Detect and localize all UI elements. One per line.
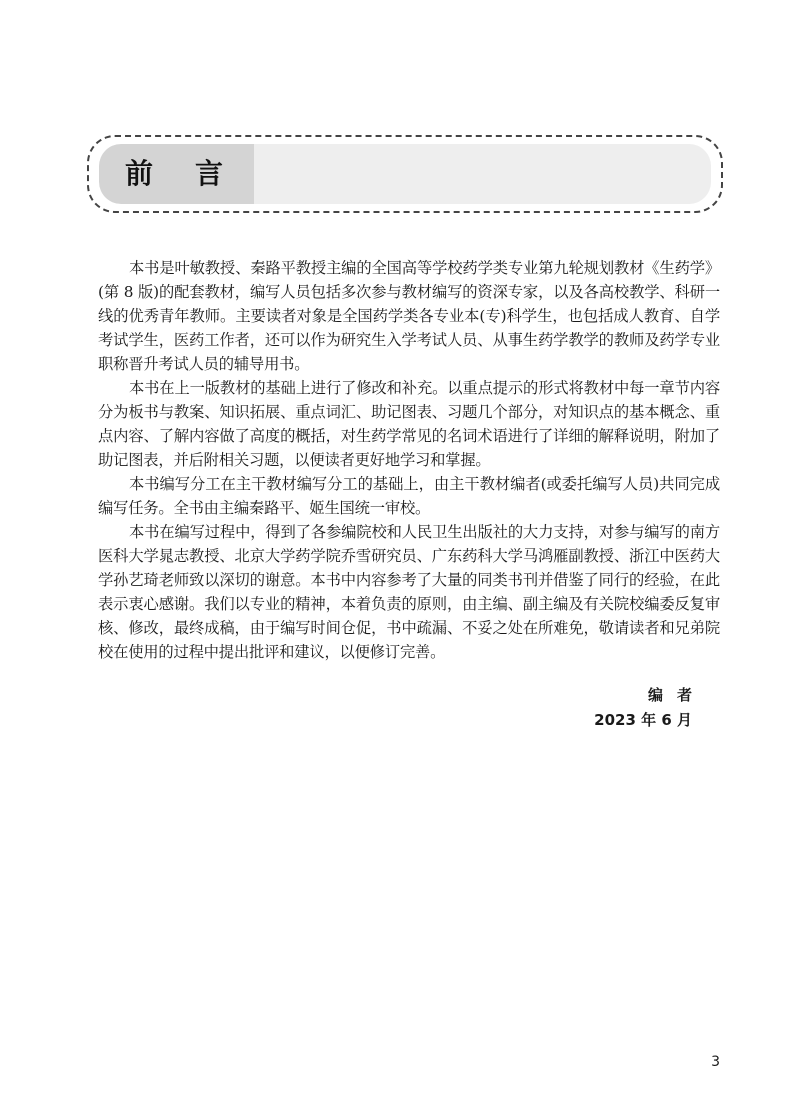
signature-block — [560, 683, 706, 733]
heading-bar — [99, 144, 711, 204]
heading-tab — [99, 144, 266, 204]
paragraph-2: 本书在上一版教材的基础上进行了修改和补充。以重点提示的形式将教材中每一章节内容分为板书与教案、知识拓展、重点词汇、助记图表、习题几个部分，对知识点的基本概念、重点内容、了解内容做了高度的概括，对生药学常见的名词术语进行了详细的解释说明，附加了助记图表，并后附相关习题，以便读者更好地学习和掌握。 — [98, 379, 720, 469]
paragraph-4: 本书在编写过程中，得到了各参编院校和人民卫生出版社的大力支持，对参与编写的南方医科大学晁志教授、北京大学药学院乔雪研究员、广东药科大学马鸿雁副教授、浙江中医药大学孙艺琦老师致以深切的谢意。本书中内容参考了大量的同类书刊并借鉴了同行的经验，在此表示衷心感谢。我们以专业的精神，本着负责的原则，由主编、副主编及有关院校编委反复审核、修改，最终成稿，由于编写时间仓促，书中疏漏、不妥之处在所难免，敬请读者和兄弟院校在使用的过程中提出批评和建议，以便修订完善。 — [98, 523, 720, 661]
page-title: 前言 — [125, 157, 266, 190]
paragraph-3: 本书编写分工在主干教材编写分工的基础上，由主干教材编者(或委托编写人员)共同完成编写任务。全书由主编秦路平、姬生国统一审校。 — [98, 475, 720, 517]
preface-body — [98, 256, 720, 664]
paragraph-1: 本书是叶敏教授、秦路平教授主编的全国高等学校药学类专业第九轮规划教材《生药学》(第 8 版)的配套教材，编写人员包括多次参与教材编写的资深专家，以及各高校教学、科研一线的优秀青年教师。主要读者对象是全国药学类各专业本(专)科学生，也包括成人教育、自学考试学生，医药工作者，还可以作为研究生入学考试人员、从事生药学教学的教师及药学专业职称晋升考试人员的辅导用书。 — [98, 259, 720, 373]
signature-date: 2023 年 6 月 — [594, 711, 692, 729]
signature-editor: 编者 — [647, 686, 706, 704]
page-number: 3 — [711, 1054, 720, 1070]
